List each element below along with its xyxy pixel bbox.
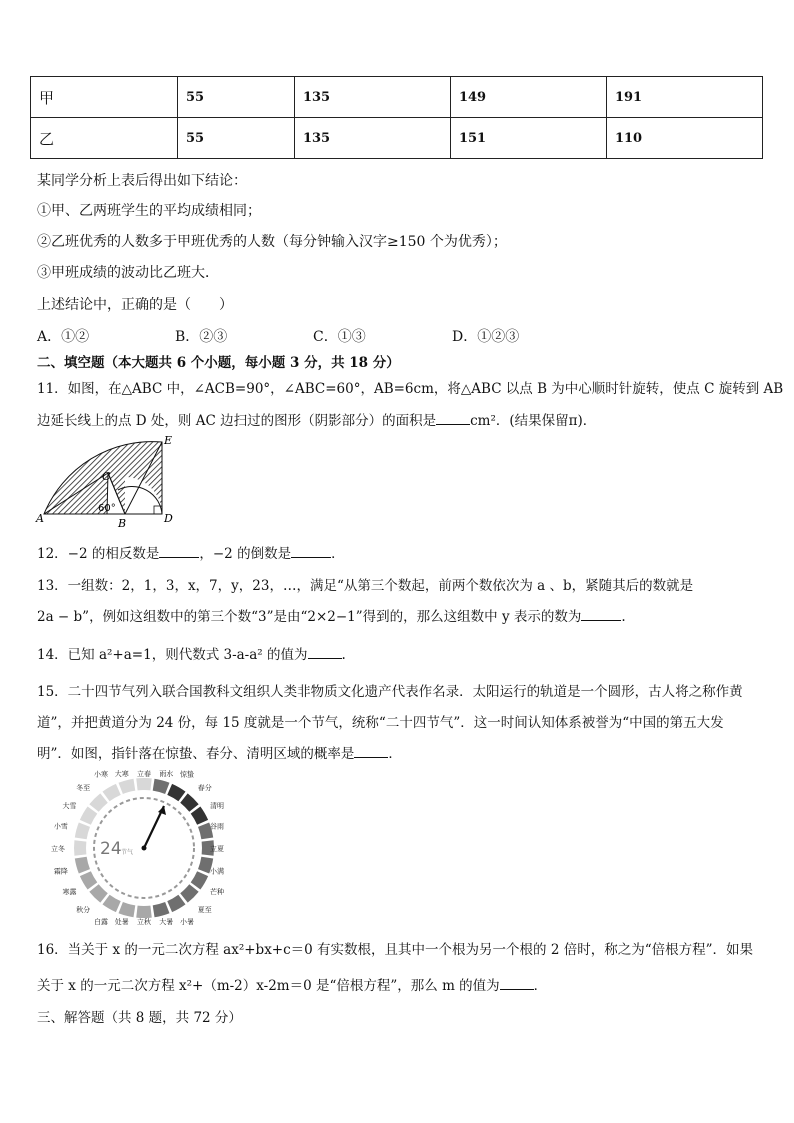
wheel-sector [89, 793, 107, 811]
q15-text: 明”．如图，指针落在惊蛰、春分、清明区域的概率是 [37, 746, 355, 762]
wheel-term-label: 小暑 [180, 918, 194, 926]
wheel-sector [80, 871, 97, 889]
table-cell: 55 [178, 77, 295, 118]
table-cell: 151 [450, 118, 606, 159]
label-e: E [164, 434, 173, 447]
q16-line2 [37, 974, 547, 994]
wheel-sector [89, 884, 107, 902]
analysis-intro: 某同学分析上表后得出如下结论： [37, 173, 247, 189]
wheel-sector [180, 793, 198, 811]
q11-unit: cm²．(结果保留π)． [470, 413, 597, 429]
q14 [37, 643, 346, 663]
wheel-term-label: 寒露 [62, 888, 77, 896]
table-cell: 110 [606, 118, 762, 159]
wheel-sector [119, 779, 136, 794]
q16-answer-blank[interactable] [500, 977, 534, 990]
wheel-center-caption: 节气 [121, 849, 134, 856]
score-table [30, 76, 763, 159]
q16-line1: 16．当关于 x 的一元二次方程 ax²+bx+c＝0 有实数根，且其中一个根为另一个根的 2 倍时，称之为“倍根方程”．如果 [37, 942, 754, 958]
option-b[interactable]: B．②③ [175, 329, 228, 345]
wheel-term-label: 大寒 [114, 770, 129, 778]
wheel-term-label: 立秋 [137, 918, 151, 926]
wheel-term-label: 芒种 [210, 888, 224, 896]
wheel-term-label: 立夏 [210, 845, 224, 853]
q13-text: 2a − b”，例如这组数中的第三个数“3”是由“2×2−1”得到的，那么这组数中 y 表示的数为 [37, 609, 582, 625]
angle-label: 60° [98, 503, 116, 514]
conclusion-3: ③甲班成绩的波动比乙班大． [37, 265, 219, 281]
q12-blank-2[interactable] [291, 545, 331, 558]
wheel-term-label: 谷雨 [210, 822, 224, 831]
q16-text: 关于 x 的一元二次方程 x²+（m-2）x-2m＝0 是“倍根方程”，那么 m 的值为 [37, 978, 500, 994]
label-a: A [36, 512, 44, 525]
option-c[interactable]: C．①③ [313, 329, 366, 345]
label-d: D [164, 512, 173, 525]
table-cell: 甲 [31, 77, 178, 118]
wheel-term-label: 立春 [137, 770, 151, 778]
table-cell: 55 [178, 118, 295, 159]
q14-answer-blank[interactable] [308, 646, 342, 659]
wheel-term-label: 处暑 [114, 918, 129, 926]
q16-end: ． [533, 978, 548, 994]
table-row [31, 77, 763, 118]
wheel-sector [191, 871, 208, 889]
wheel-sector [75, 857, 90, 874]
wheel-term-label: 惊蛰 [180, 770, 194, 779]
option-d[interactable]: D．①②③ [452, 329, 520, 345]
q11-figure [34, 430, 184, 530]
wheel-sector [167, 895, 185, 912]
wheel-sector [80, 807, 97, 825]
wheel-term-label: 小满 [210, 867, 224, 876]
wheel-term-label: 立冬 [51, 845, 65, 853]
q15-line2: 道”，并把黄道分为 24 份，每 15 度就是一个节气，统称“二十四节气”．这一时间认知体系被誉为“中国的第五大发 [37, 715, 724, 731]
q13-end: . [621, 609, 626, 625]
conclusion-1: ①甲、乙两班学生的平均成绩相同； [37, 203, 261, 219]
wheel-term-label: 冬至 [76, 784, 91, 793]
wheel-term-label: 夏至 [197, 905, 212, 914]
table-cell: 191 [606, 77, 762, 118]
q11-answer-blank[interactable] [436, 412, 470, 425]
wheel-term-label: 小寒 [94, 770, 108, 779]
q15-end: ． [388, 746, 402, 762]
solar-terms-wheel [34, 768, 224, 928]
q11-text: 边延长线上的点 D 处，则 AC 边扫过的图形（阴影部分）的面积是 [37, 413, 437, 429]
wheel-sector [103, 895, 121, 912]
wheel-term-label: 大雪 [62, 802, 77, 810]
wheel-sector [74, 840, 86, 855]
table-cell: 乙 [31, 118, 178, 159]
pointer-pivot [142, 846, 147, 851]
q13-line2 [37, 605, 626, 625]
wheel-sector [119, 902, 136, 917]
wheel-center-number: 24 [100, 839, 122, 859]
q14-end: . [341, 647, 346, 663]
wheel-term-label: 清明 [210, 802, 224, 810]
wheel-term-label: 雨水 [159, 770, 174, 778]
wheel-sector [75, 823, 90, 840]
question-stem: 上述结论中，正确的是（ ） [37, 297, 233, 313]
label-b: B [118, 517, 127, 530]
q11-line1: 11．如图，在△ABC 中，∠ACB=90°，∠ABC=60°，AB=6cm，将△ABC 以点 B 为中心顺时针旋转，使点 C 旋转到 AB [37, 381, 784, 397]
q15-line3 [37, 742, 402, 762]
wheel-sector [153, 779, 170, 794]
table-row [31, 118, 763, 159]
q12-text-b: ，−2 的倒数是 [199, 546, 292, 562]
wheel-sector [153, 902, 170, 917]
section-title-solutions: 三、解答题（共 8 题，共 72 分） [37, 1010, 242, 1026]
wheel-term-label: 春分 [197, 784, 212, 793]
wheel-term-label: 大暑 [159, 918, 174, 926]
wheel-sector [103, 784, 121, 801]
q15-line1: 15．二十四节气列入联合国教科文组织人类非物质文化遗产代表作名录．太阳运行的轨道是一个圆形，古人将之称作黄 [37, 684, 743, 700]
option-a[interactable]: A．①② [37, 329, 90, 345]
wheel-sector [191, 807, 208, 825]
q14-text: 14．已知 a²+a=1，则代数式 3-a-a² 的值为 [37, 647, 308, 663]
q13-answer-blank[interactable] [581, 608, 621, 621]
q12-text-c: ． [331, 546, 345, 562]
wheel-term-label: 秋分 [76, 905, 91, 914]
wheel-term-label: 小雪 [53, 822, 68, 831]
q12-text-a: 12．−2 的相反数是 [37, 546, 160, 562]
q11-line2 [37, 409, 596, 429]
q12 [37, 542, 345, 562]
wheel-term-label: 霜降 [53, 867, 68, 876]
q12-blank-1[interactable] [159, 545, 199, 558]
table-cell: 135 [294, 118, 450, 159]
table-cell: 135 [294, 77, 450, 118]
wheel-sector [167, 784, 185, 801]
wheel-term-label: 白露 [94, 918, 108, 926]
wheel-sector [136, 906, 151, 918]
conclusion-2: ②乙班优秀的人数多于甲班优秀的人数（每分钟输入汉字≥150 个为优秀）； [37, 234, 507, 250]
table-cell: 149 [450, 77, 606, 118]
section-title-fill-in: 二、填空题（本大题共 6 个小题，每小题 3 分，共 18 分） [37, 355, 400, 371]
q13-line1: 13．一组数：2，1，3，x，7，y，23，…，满足“从第三个数起，前两个数依次为 a 、b，紧随其后的数就是 [37, 578, 694, 594]
label-c: C [102, 470, 111, 483]
q15-answer-blank[interactable] [354, 745, 388, 758]
wheel-sector [136, 778, 151, 790]
wheel-sector [180, 884, 198, 902]
